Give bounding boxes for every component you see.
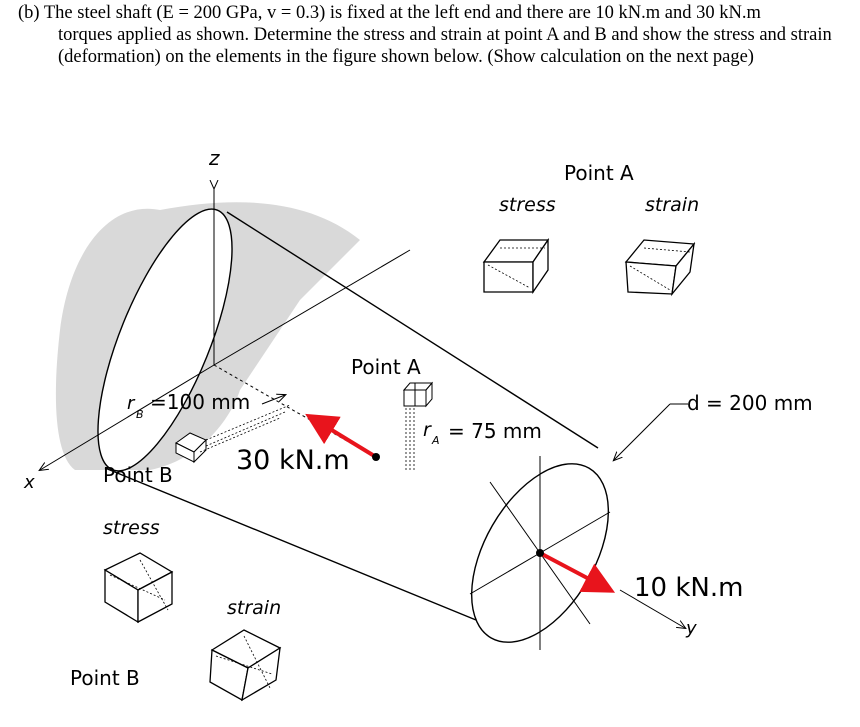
point-b-shaft-label: Point B (103, 463, 173, 487)
element-at-point-a (404, 383, 432, 406)
torque-30-label: 30 kN.m (236, 445, 350, 476)
strain-element-a (626, 240, 694, 294)
r-a-subscript: A (432, 434, 440, 447)
point-b-bottom-label: Point B (70, 666, 140, 690)
axis-x-label: x (24, 472, 35, 493)
strain-b-label: strain (227, 597, 282, 619)
stress-element-a (484, 240, 548, 292)
strain-element-b (210, 630, 280, 700)
torque-10-point (536, 549, 544, 557)
r-a-symbol: r (423, 419, 431, 441)
axis-y-label: y (686, 618, 697, 639)
stress-a-label: stress (499, 194, 556, 216)
r-b-value: =100 mm (150, 390, 251, 414)
strain-a-label: strain (645, 194, 700, 216)
torque-30-point (372, 453, 380, 461)
point-a-shaft-label: Point A (351, 355, 421, 379)
diameter-leader (614, 404, 670, 460)
diameter-label: d = 200 mm (687, 391, 813, 415)
axis-z-label: z (209, 146, 220, 170)
problem-text-line1: The steel shaft (E = 200 GPa, v = 0.3) is fixed at the left end and there are 10 kN.m and 30 kN.m (43, 3, 761, 23)
r-b-leader (262, 395, 285, 404)
r-a-value: = 75 mm (448, 419, 542, 443)
stress-b-label: stress (103, 517, 160, 539)
problem-part-label: (b) (18, 3, 40, 23)
r-b-subscript: B (136, 408, 144, 421)
torque-10-label: 10 kN.m (634, 573, 744, 603)
r-b-symbol: r (127, 393, 135, 414)
radius-a-lines (406, 408, 414, 470)
point-a-title: Point A (564, 161, 634, 185)
stress-element-b (105, 553, 172, 622)
problem-text-rest: torques applied as shown. Determine the stress and strain at point A and B and show the stress and strain (deformation) on the elements in the figure shown below. (Show calculation on the next page) (58, 25, 832, 67)
